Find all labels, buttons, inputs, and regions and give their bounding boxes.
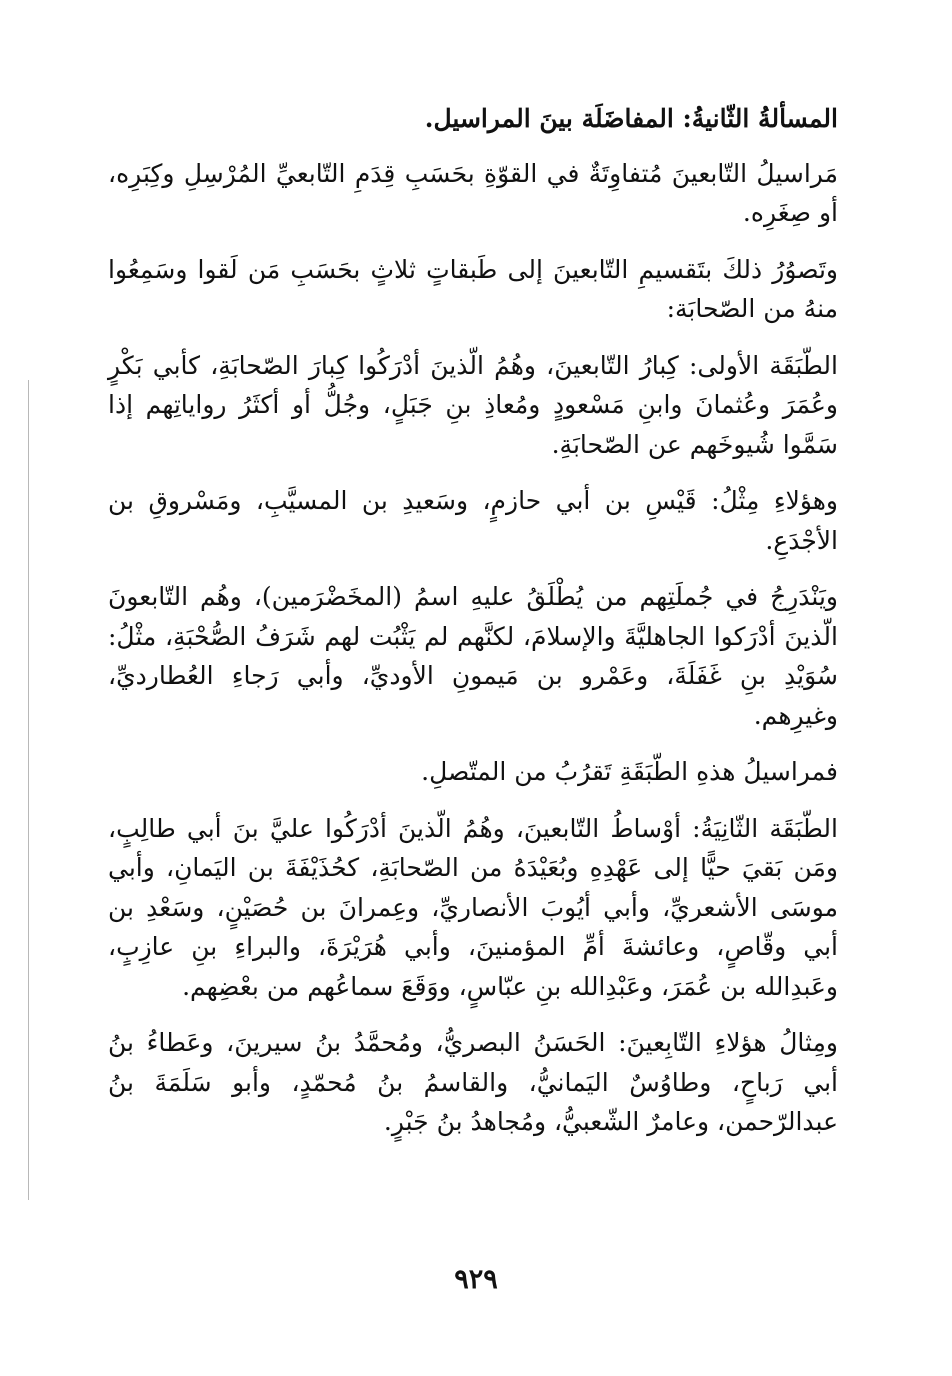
paragraph-first-tier-ruling: فمراسيلُ هذهِ الطّبَقَةِ تَقرُبُ من المتّصلِ.: [421, 757, 838, 786]
paragraph-first-tier-examples: وهؤلاءِ مِثْلُ: قَيْسِ بن أبي حازمٍ، وسَعيدِ بن المسيَّبِ، ومَسْروقِ بن الأجْدَعِ.: [108, 486, 838, 555]
section-heading: المسألةُ الثّانيةُ: المفاضَلَة بينَ المراسيل.: [424, 104, 838, 133]
paragraph-mukhadramun: ويَنْدَرِجُ في جُملَتِهم من يُطْلَقُ عليهِ اسمُ (المخَضْرَمين)، وهُم التّابعونَ الّذينَ أدْرَكوا الجاهليَّةَ والإسلامَ، لكنَّهم لم يَثْبُت لهم شَرَفُ الصُّحْبَةِ، مثْلُ: سُوَيْدِ بنِ غَفَلَةَ، وعَمْرو بن مَيمونِ الأوديِّ، وأبي رَجاءِ العُطارديِّ، وغيرِهم.: [108, 582, 838, 730]
margin-rule: [28, 380, 29, 1200]
paragraph-second-tier: الطّبَقَة الثّانِيَةُ: أوْساطُ التّابعينَ، وهُمُ الّذينَ أدْرَكُوا عليَّ بنَ أبي طالِبٍ، ومَن بَقيَ حيًّا إلى عَهْدِهِ وبُعَيْدَهُ من الصّحابَةِ، كحُذَيْفَةَ بن اليَمانِ، وأبي موسَى الأشعريِّ، وأبي أيُوبَ الأنصاريِّ، وعِمرانَ بن حُصَيْنٍ، وسَعْدِ بن أبي وقّاصٍ، وعائشةَ أمِّ المؤمنينَ، وأبي هُرَيْرَةَ، والبراءِ بنِ عازِبٍ، وعَبدِالله بن عُمَرَ، وعَبْدِالله بنِ عبّاسٍ، ووَقَعَ سماعُهم من بعْضِهم.: [108, 813, 838, 1001]
page-body: [108, 100, 838, 1159]
paragraph-second-tier-examples: ومِثالُ هؤلاءِ التّابِعينَ: الحَسَنُ البصريُّ، ومُحمَّدُ بنُ سيرينَ، وعَطاءُ بنُ أبي رَباحٍ، وطاوُسٌ اليَمانيُّ، والقاسمُ بنُ مُحمّدٍ، وأبو سَلَمَةَ بنُ عبدالرّحمن، وعامرٌ الشّعبيُّ، ومُجاهدُ بنُ جَبْرٍ.: [108, 1028, 838, 1136]
paragraph-classification: وتَصوُرُ ذلكَ بتَقسيمِ التّابعينَ إلى طَبقاتٍ ثلاثٍ بحَسَبِ مَن لَقوا وسَمِعُوا منهُ من الصّحابَة:: [108, 254, 838, 323]
paragraph-first-tier: الطّبَقَة الأولى: كِبارُ التّابعينَ، وهُمُ الّذينَ أدْرَكُوا كِبارَ الصّحابَةِ، كأبي بَكْرٍ وعُمَرَ وعُثمانَ وابنِ مَسْعودٍ ومُعاذِ بنِ جَبَلٍ، وجُلُّ أو أكثَرُ رواياتِهم إذا سَمَّوا شُيوخَهم عن الصّحابَةِ.: [108, 350, 838, 459]
paragraph-intro: مَراسيلُ التّابعينَ مُتفاوِتَةٌ في القوّةِ بحَسَبِ قِدَمِ التّابعيِّ المُرْسِلِ وكِبَرِه، أو صِغَرِه.: [108, 158, 838, 227]
page-number: ٩٢٩: [454, 1264, 498, 1295]
